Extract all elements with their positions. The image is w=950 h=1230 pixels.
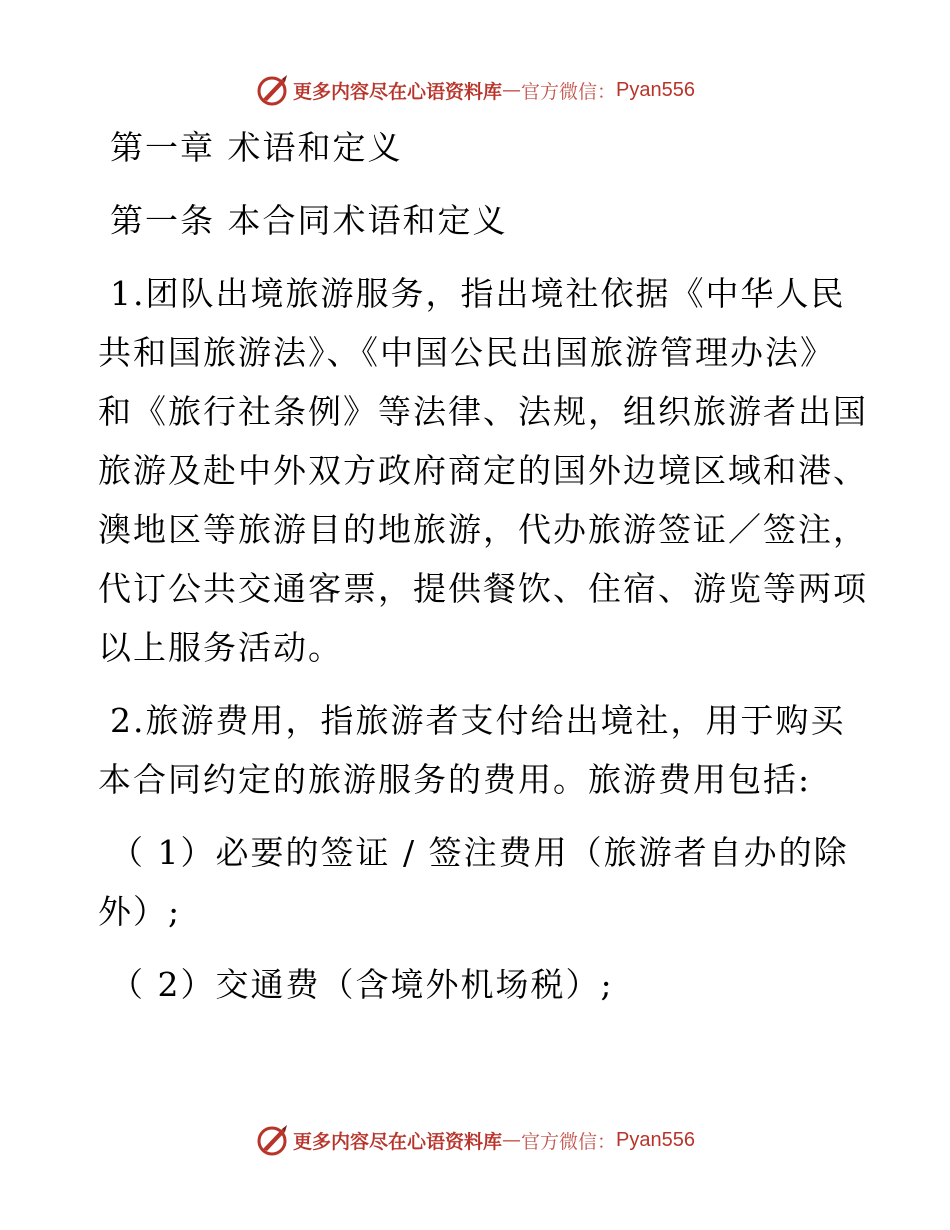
paragraph-line: 本合同约定的旅游服务的费用。旅游费用包括: <box>98 760 812 799</box>
paragraph-line: （ 1）必要的签证 / 签注费用（旅游者自办的除 <box>110 833 849 872</box>
footer-banner <box>0 1120 950 1160</box>
paragraph-2 <box>98 691 858 809</box>
list-item-1 <box>98 823 858 941</box>
banner-dash: — <box>502 1129 522 1151</box>
article-title: 第一条 本合同术语和定义 <box>110 201 508 240</box>
paragraph-line: 旅游及赴中外双方政府商定的国外边境区域和港、 <box>98 451 868 490</box>
paragraph-line: （ 2）交通费（含境外机场税）; <box>110 965 614 1004</box>
quill-pen-logo-icon <box>255 1123 289 1157</box>
document-body <box>98 118 868 1014</box>
chapter-title: 第一章 术语和定义 <box>110 128 403 167</box>
header-banner <box>0 70 950 110</box>
banner-slogan: 更多内容尽在心语资料库 <box>293 1130 503 1153</box>
banner-wechat-label: 官方微信： <box>521 80 617 103</box>
paragraph-line: 1.团队出境旅游服务，指出境社依据《中华人民 <box>110 274 846 313</box>
banner-wechat-id: Pyan556 <box>616 78 695 101</box>
quill-pen-logo-icon <box>255 73 289 107</box>
banner-wechat-id: Pyan556 <box>616 1128 695 1151</box>
list-item-2 <box>98 955 858 1014</box>
paragraph-line: 2.旅游费用，指旅游者支付给出境社，用于购买 <box>110 701 846 740</box>
banner-slogan: 更多内容尽在心语资料库 <box>293 80 503 103</box>
paragraph-1 <box>98 264 868 677</box>
paragraph-line: 澳地区等旅游目的地旅游，代办旅游签证／签注， <box>98 510 868 549</box>
paragraph-line: 共和国旅游法》、《中国公民出国旅游管理办法》 <box>98 333 835 372</box>
paragraph-line: 外）; <box>98 892 182 931</box>
paragraph-line: 和《旅行社条例》等法律、法规，组织旅游者出国 <box>98 392 868 431</box>
paragraph-line: 代订公共交通客票，提供餐饮、住宿、游览等两项 <box>98 569 868 608</box>
paragraph-line: 以上服务活动。 <box>98 628 343 667</box>
banner-wechat-label: 官方微信： <box>521 1130 617 1153</box>
banner-dash: — <box>502 79 522 101</box>
